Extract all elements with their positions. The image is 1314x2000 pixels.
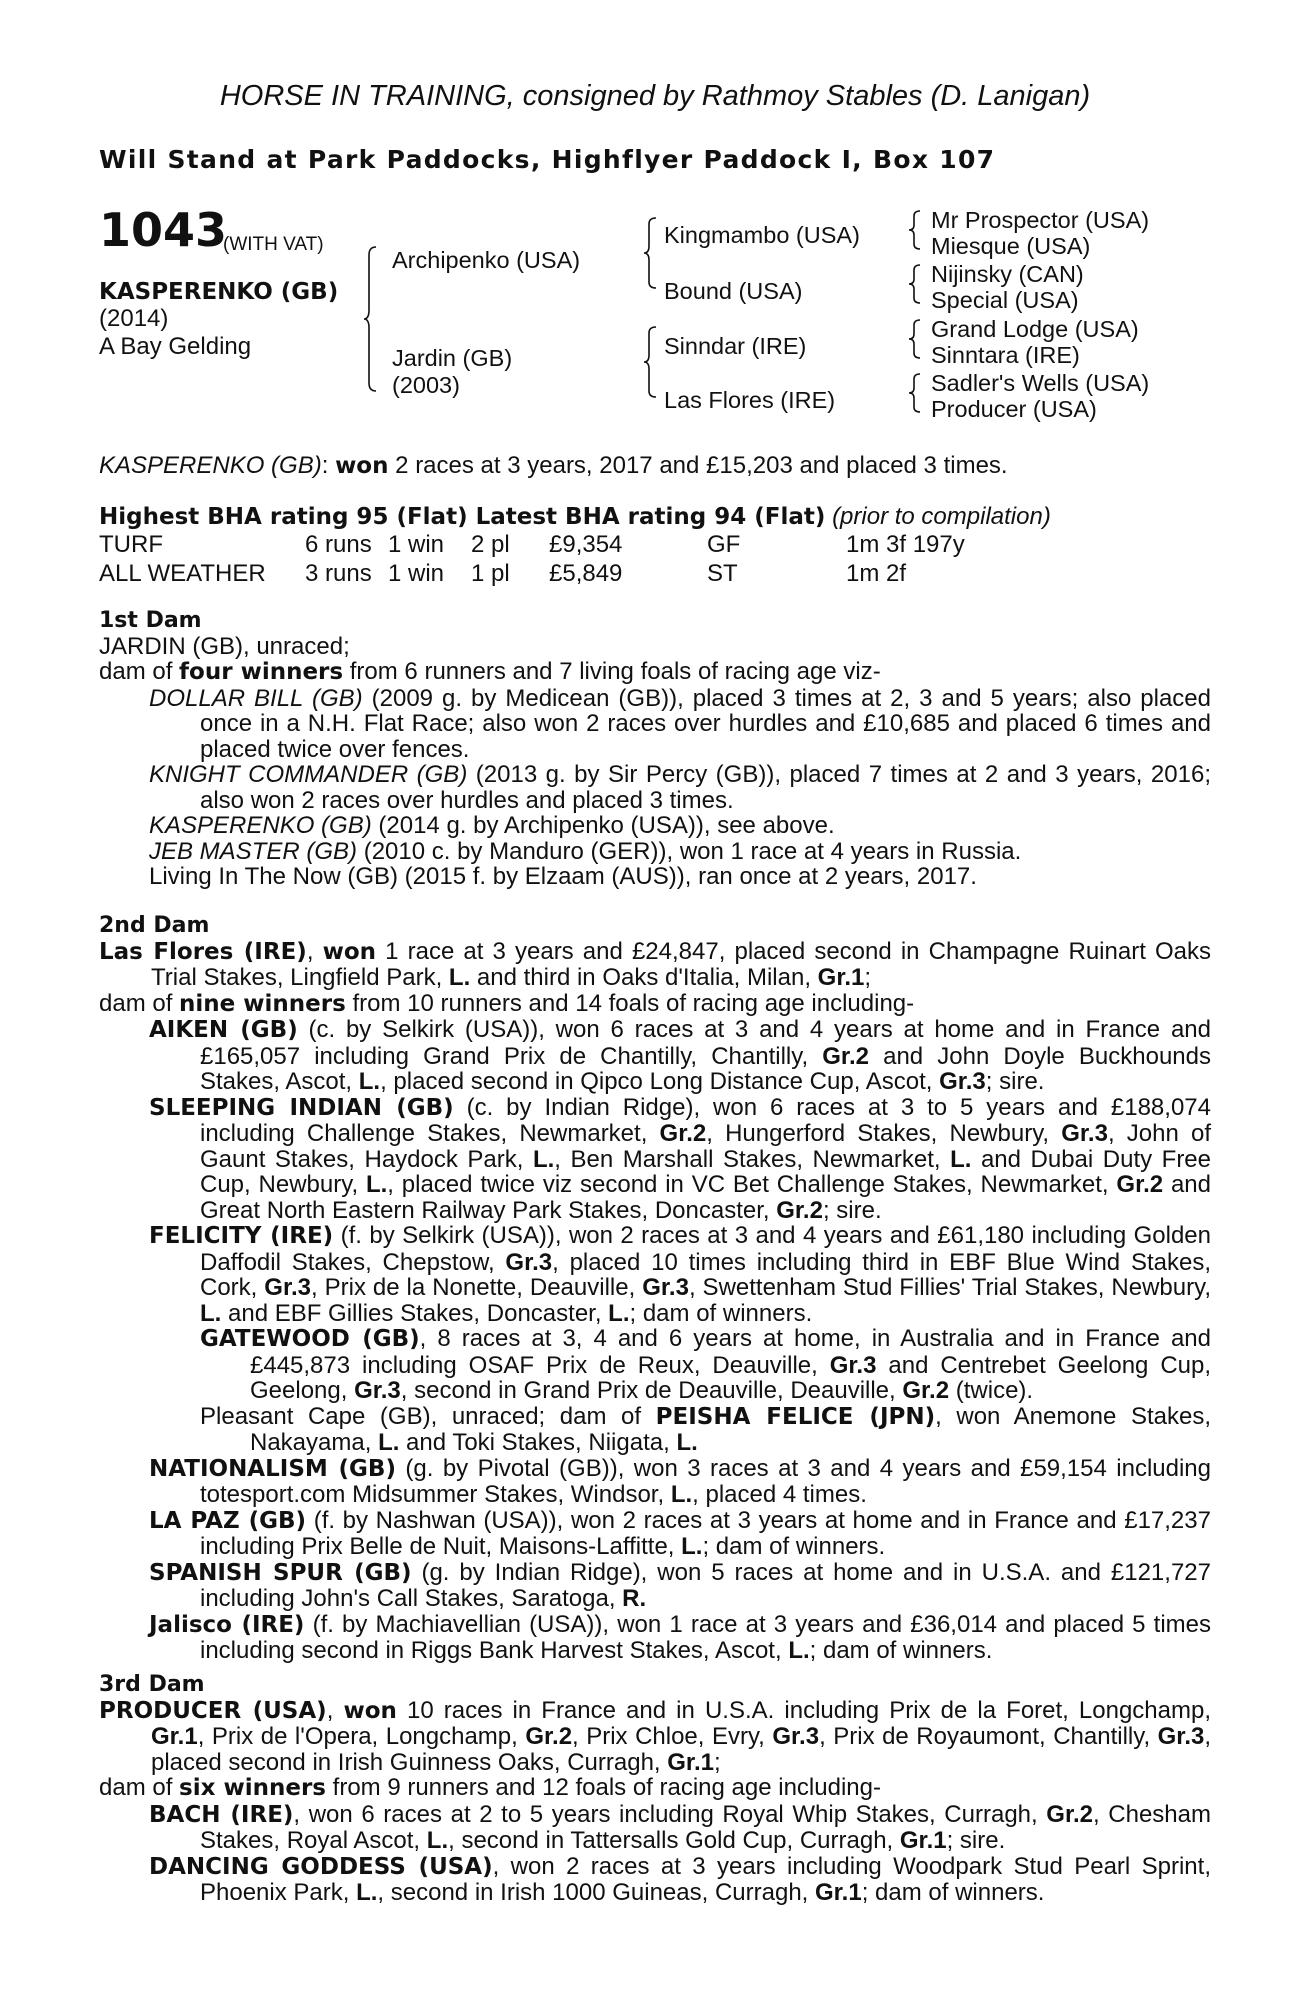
progeny-entry: KNIGHT COMMANDER (GB) (2013 g. by Sir Percy (GB)), placed 7 times at 2 and 3 years, 2016; also won 2 races over hurdles and placed 3 times. [149,761,1211,814]
table-row [99,532,965,561]
record-wins: 1 win [388,531,445,558]
summary-text: 2 races at 3 years, 2017 and £15,203 and placed 3 times. [395,452,1008,479]
pedigree-sire-sire: Kingmambo (USA) [664,222,860,248]
record-distance: 1m 2f [846,560,907,587]
record-surface: ALL WEATHER [99,560,266,587]
pedigree-dds: Sadler's Wells (USA) [931,370,1150,396]
dam-of-line: dam of nine winners from 10 runners and 14 foals of racing age including- [99,989,915,1017]
first-dam-section [99,608,1211,890]
progeny-entry: DANCING GODDESS (USA), won 2 races at 3 years including Woodpark Stud Pearl Sprint, Phoenix Park, L., second in Irish 1000 Guineas, Curragh, Gr.1; dam of winners. [149,1852,1211,1906]
progeny-entry: Jalisco (IRE) (f. by Machiavellian (USA)), won 1 race at 3 years and £36,014 and placed 5 times including second in Riggs Bank Harvest Stakes, Ascot, L.; dam of winners. [149,1610,1212,1664]
record-distance: 1m 3f 197y [846,531,965,558]
pedigree-dam: Jardin (GB) [392,345,513,371]
pedigree-ssd: Miesque (USA) [931,233,1091,259]
ratings-note: (prior to compilation) [832,503,1051,530]
pedigree-bracket-sire [644,216,664,296]
record-runs: 3 runs [305,560,372,587]
vat-note: (WITH VAT) [223,234,324,255]
progeny-entry: JEB MASTER (GB) (2010 c. by Manduro (GER)), won 1 race at 4 years in Russia. [149,837,1022,865]
section-heading: 3rd Dam [99,1672,205,1697]
progeny-entry: NATIONALISM (GB) (g. by Pivotal (GB)), won 3 races at 3 and 4 years and £59,154 including totesport.com Midsummer Stakes, Windsor, L., placed 4 times. [149,1454,1211,1508]
pedigree-sdd: Special (USA) [931,287,1079,313]
record-runs: 6 runs [305,531,372,558]
pedigree-sds: Nijinsky (CAN) [931,261,1084,287]
horse-name: KASPERENKO (GB) [99,279,339,305]
record-surface: TURF [99,531,163,558]
pedigree-bracket-ds [909,317,925,363]
record-placed: 2 pl [471,531,510,558]
dam-line: PRODUCER (USA), won 10 races in France and in U.S.A. including Prix de la Foret, Longchamp, Gr.1, Prix de l'Opera, Longchamp, Gr.2, Prix Chloe, Evry, Gr.3, Prix de Royaumont, Chantilly, Gr.3, placed second in Irish Guinness Oaks, Curragh, Gr.1; [99,1696,1212,1776]
dam-line: JARDIN (GB), unraced; [99,632,350,660]
record-wins: 1 win [388,560,445,587]
pedigree-sire: Archipenko (USA) [392,247,581,273]
pedigree-dam-dam: Las Flores (IRE) [664,387,836,413]
horse-year: (2014) [99,305,169,332]
stabling-location: Will Stand at Park Paddocks, Highflyer Paddock I, Box 107 [99,145,996,174]
progeny-entry: BACH (IRE), won 6 races at 2 to 5 years including Royal Whip Stakes, Curragh, Gr.2, Chesham Stakes, Royal Ascot, L., second in Tattersalls Gold Cup, Curragh, Gr.1; sire. [149,1800,1211,1854]
summary-won: won [335,453,389,479]
progeny-entry: KASPERENKO (GB) (2014 g. by Archipenko (USA)), see above. [149,812,835,839]
record-going: ST [707,560,738,587]
dam-of-line: dam of six winners from 9 runners and 12 foals of racing age including- [99,1774,881,1801]
ratings-line [99,504,1211,531]
pedigree-dsd: Sinntara (IRE) [931,342,1080,368]
record-prize: £9,354 [549,531,623,558]
race-record-table [99,532,965,590]
pedigree-sss: Mr Prospector (USA) [931,207,1150,233]
horse-description: A Bay Gelding [99,333,252,360]
progeny-entry: GATEWOOD (GB), 8 races at 3, 4 and 6 years at home, in Australia and in France and £445,873 including OSAF Prix de Reux, Deauville, Gr.3 and Centrebet Geelong Cup, Geelong, Gr.3, second in Grand Prix de Deauville, Deauville, Gr.2 (twice). [200,1325,1212,1404]
progeny-entry: Pleasant Cape (GB), unraced; dam of PEISHA FELICE (JPN), won Anemone Stakes, Nakayama, L. and Toki Stakes, Niigata, L. [200,1402,1211,1456]
progeny-entry: LA PAZ (GB) (f. by Nashwan (USA)), won 2 races at 3 years at home and in France and £17,237 including Prix Belle de Nuit, Maisons-Laffitte, L.; dam of winners. [149,1506,1211,1560]
ratings-headline: Highest BHA rating 95 (Flat) Latest BHA rating 94 (Flat) [99,504,826,530]
dam-line: Las Flores (IRE), won 1 race at 3 years and £24,847, placed second in Champagne Ruinart Oaks Trial Stakes, Lingfield Park, L. and third in Oaks d'Italia, Milan, Gr.1; [99,937,1211,991]
second-dam-section [99,913,1211,1664]
pedigree-bracket-dd [909,371,925,417]
progeny-entry: SLEEPING INDIAN (GB) (c. by Indian Ridge), won 6 races at 3 to 5 years and £188,074 including Challenge Stakes, Newmarket, Gr.2, Hungerford Stakes, Newbury, Gr.3, John of Gaunt Stakes, Haydock Park, L., Ben Marshall Stakes, Newmarket, L. and Dubai Duty Free Cup, Newbury, L., placed twice viz second in VC Bet Challenge Stakes, Newmarket, Gr.2 and Great North Eastern Railway Park Stakes, Doncaster, Gr.2; sire. [149,1093,1212,1224]
record-prize: £5,849 [549,560,623,587]
pedigree-dam-sire: Sinndar (IRE) [664,333,807,359]
third-dam-section [99,1672,1211,1906]
progeny-entry: Living In The Now (GB) (2015 f. by Elzaam (AUS)), ran once at 2 years, 2017. [149,863,977,890]
race-summary: KASPERENKO (GB): won 2 races at 3 years, 2017 and £15,203 and placed 3 times. [99,452,1008,479]
pedigree-dss: Grand Lodge (USA) [931,316,1139,342]
pedigree-dam-year: (2003) [392,372,460,398]
progeny-entry: AIKEN (GB) (c. by Selkirk (USA)), won 6 races at 3 and 4 years at home and in France and £165,057 including Grand Prix de Chantilly, Chantilly, Gr.2 and John Doyle Buckhounds Stakes, Ascot, L., placed second in Qipco Long Distance Cup, Ascot, Gr.3; sire. [149,1016,1211,1095]
summary-horse-name: KASPERENKO (GB) [99,452,322,479]
pedigree-ddd: Producer (USA) [931,396,1097,422]
table-row [99,561,965,590]
pedigree-sire-dam: Bound (USA) [664,278,803,304]
pedigree-bracket-main [364,245,384,395]
record-placed: 1 pl [471,560,510,587]
lot-number: 1043 [99,203,228,257]
progeny-entry: DOLLAR BILL (GB) (2009 g. by Medicean (GB)), placed 3 times at 2, 3 and 5 years; also placed once in a N.H. Flat Race; also won 2 races over hurdles and £10,685 and placed 6 times and placed twice over fences. [149,684,1212,763]
progeny-entry: SPANISH SPUR (GB) (g. by Indian Ridge), won 5 races at home and in U.S.A. and £121,727 including John's Call Stakes, Saratoga, R. [149,1558,1211,1612]
progeny-entry: FELICITY (IRE) (f. by Selkirk (USA)), won 2 races at 3 and 4 years and £61,180 including Golden Daffodil Stakes, Chepstow, Gr.3, placed 10 times including third in EBF Blue Wind Stakes, Cork, Gr.3, Prix de la Nonette, Deauville, Gr.3, Swettenham Stud Fillies' Trial Stakes, Newbury, L. and EBF Gillies Stakes, Doncaster, L.; dam of winners. [149,1222,1211,1327]
pedigree-bracket-dam [644,325,664,405]
section-heading: 2nd Dam [99,913,210,938]
dam-of-line: dam of four winners from 6 runners and 7 living foals of racing age viz- [99,658,881,685]
section-heading: 1st Dam [99,608,202,633]
pedigree-bracket-sd [909,262,925,308]
pedigree-bracket-ss [909,208,925,254]
record-going: GF [707,531,741,558]
consignor-heading: HORSE IN TRAINING, consigned by Rathmoy Stables (D. Lanigan) [219,80,1091,112]
